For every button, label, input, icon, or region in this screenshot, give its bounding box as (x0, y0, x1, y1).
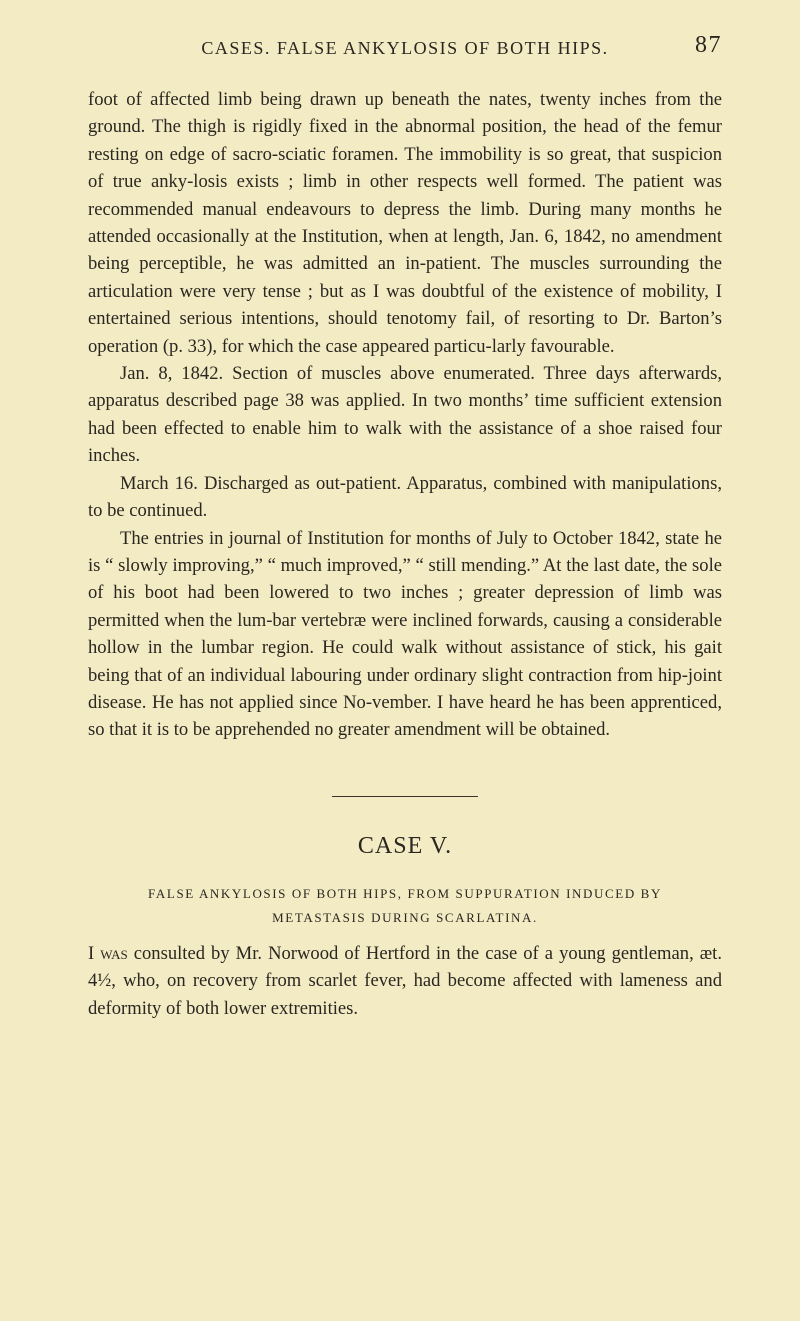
case-opening-word: I was (88, 942, 128, 964)
running-title: CASES. FALSE ANKYLOSIS OF BOTH HIPS. (201, 38, 609, 58)
case-subtitle-line-2: METASTASIS DURING SCARLATINA. (272, 909, 538, 925)
paragraph-jan-8: Jan. 8, 1842. Section of muscles above enumerated. Three days afterwards, apparatus described page 38 was applied. In two months’ time sufficient extension had been effected to enable him to walk with the assistance of a shoe raised four inches. (88, 363, 722, 467)
paragraph-continuation: foot of affected limb being drawn up beneath the nates, twenty inches from the ground. The thigh is rigidly fixed in the abnormal position, the head of the femur resting on edge of sacro-sciatic foramen. The immobility is so great, that suspicion of true anky-losis exists ; limb in other respects well formed. The patient was recommended manual endeavours to depress the limb. During many months he attended occasionally at the Institution, when at length, Jan. 6, 1842, no amendment being perceptible, he was admitted an in-patient. The muscles surrounding the articulation were very tense ; but as I was doubtful of the existence of mobility, I entertained serious intentions, should tenotomy fail, of resorting to Dr. Barton’s operation (p. 33), for which the case appeared particu-larly favourable. (88, 89, 722, 357)
case-paragraph (88, 940, 722, 1022)
case-body (88, 940, 722, 1022)
page-number: 87 (695, 32, 722, 58)
case-heading: CASE V. (357, 832, 453, 859)
section-divider (332, 796, 478, 797)
case-subtitle-line-1: FALSE ANKYLOSIS OF BOTH HIPS, FROM SUPPURATION INDUCED BY (148, 885, 662, 901)
paragraph-march-16: March 16. Discharged as out-patient. Apparatus, combined with manipulations, to be continued. (88, 472, 722, 522)
paragraph-journal-entries: The entries in journal of Institution for months of July to October 1842, state he is “ slowly improving,” “ much improved,” “ still mending.” At the last date, the sole of his boot had been lowered to two inches ; greater depression of limb was permitted when the lum-bar vertebræ were inclined forwards, causing a considerable hollow in the lumbar region. He could walk without assistance of stick, his gait being that of an individual labouring under ordinary slight contraction from hip-joint disease. He has not applied since No-vember. I have heard he has been apprenticed, so that it is to be apprehended no greater amendment will be obtained. (88, 527, 722, 741)
case-subtitle (88, 882, 722, 930)
running-head (88, 32, 722, 66)
case-body-text: consulted by Mr. Norwood of Hertford in the case of a young gentleman, æt. 4½, who, on recovery from scarlet fever, had become affected with lameness and deformity of both lower extremities. (88, 942, 722, 1019)
body-text (88, 86, 722, 744)
